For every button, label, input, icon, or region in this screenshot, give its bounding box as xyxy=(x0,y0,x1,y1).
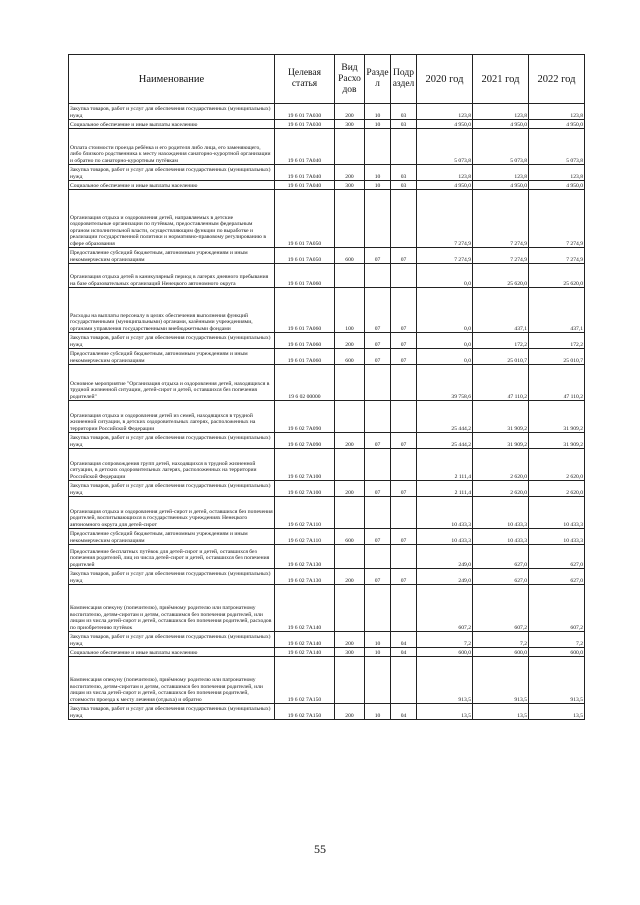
row-target-code: 19 6 02 7А140 xyxy=(275,632,335,648)
page-number: 55 xyxy=(314,842,326,856)
row-expense-kind xyxy=(335,449,365,481)
table-row xyxy=(69,704,585,720)
row-value-2022: 123,8 xyxy=(529,165,585,181)
row-value-2020: 10 433,3 xyxy=(417,497,473,529)
row-section xyxy=(365,365,391,401)
row-name: Социальное обеспечение и иные выплаты населению xyxy=(69,120,275,129)
budget-table xyxy=(68,54,585,720)
row-subsection: 03 xyxy=(391,104,417,120)
row-value-2021: 4 950,0 xyxy=(473,120,529,129)
row-value-2022: 7 274,9 xyxy=(529,248,585,264)
row-target-code: 19 6 01 7А040 xyxy=(275,129,335,165)
row-name: Предоставление бесплатных путёвок для детей-сирот и детей, оставшихся без попечения родителей, лиц из числа детей-сирот и детей, оставшихся без попечения родителей xyxy=(69,545,275,569)
row-target-code: 19 6 01 7А060 xyxy=(275,264,335,288)
row-section xyxy=(365,657,391,704)
row-expense-kind: 200 xyxy=(335,165,365,181)
row-subsection: 07 xyxy=(391,433,417,449)
row-value-2020: 25 444,2 xyxy=(417,433,473,449)
row-value-2020: 2 111,4 xyxy=(417,481,473,497)
row-name: Предоставление субсидий бюджетным, автономным учреждениям и иным некоммерческим организациям xyxy=(69,248,275,264)
row-expense-kind xyxy=(335,129,365,165)
header-kind: Вид Расхо дов xyxy=(335,55,365,104)
table-row xyxy=(69,632,585,648)
row-expense-kind: 200 xyxy=(335,569,365,585)
row-section xyxy=(365,264,391,288)
row-name: Закупка товаров, работ и услуг для обеспечения государственных (муниципальных) нужд xyxy=(69,333,275,349)
row-name: Социальное обеспечение и иные выплаты населению xyxy=(69,181,275,190)
header-name: Наименование xyxy=(69,55,275,104)
row-value-2022: 10 433,3 xyxy=(529,497,585,529)
row-value-2020: 0,0 xyxy=(417,333,473,349)
row-value-2022: 7,2 xyxy=(529,632,585,648)
table-row xyxy=(69,569,585,585)
row-expense-kind xyxy=(335,365,365,401)
row-section: 07 xyxy=(365,333,391,349)
row-name: Организация отдыха детей в каникулярный период в лагерях дневного пребывания на базе образовательных организаций Ненецкого автономного округа xyxy=(69,264,275,288)
row-name: Закупка товаров, работ и услуг для обеспечения государственных (муниципальных) нужд xyxy=(69,704,275,720)
row-target-code: 19 6 02 7А090 xyxy=(275,433,335,449)
row-subsection: 03 xyxy=(391,120,417,129)
header-2021: 2021 год xyxy=(473,55,529,104)
row-value-2020: 600,0 xyxy=(417,648,473,657)
table-row xyxy=(69,181,585,190)
table-row xyxy=(69,529,585,545)
row-subsection: 07 xyxy=(391,529,417,545)
row-expense-kind xyxy=(335,401,365,433)
row-section xyxy=(365,190,391,248)
table-row xyxy=(69,648,585,657)
row-name: Предоставление субсидий бюджетным, автономным учреждениям и иным некоммерческим организациям xyxy=(69,529,275,545)
header-2020: 2020 год xyxy=(417,55,473,104)
row-target-code: 19 6 02 7А150 xyxy=(275,657,335,704)
row-subsection: 07 xyxy=(391,349,417,365)
row-expense-kind: 200 xyxy=(335,104,365,120)
row-value-2020: 123,8 xyxy=(417,104,473,120)
row-name: Организация отдыха и оздоровления детей из семей, находящихся в трудной жизненной ситуации, в детских оздоровительных лагерях, расположенных на территории Российской Федерации xyxy=(69,401,275,433)
row-target-code: 19 6 02 7А130 xyxy=(275,569,335,585)
row-value-2022: 13,5 xyxy=(529,704,585,720)
row-value-2022: 600,0 xyxy=(529,648,585,657)
row-value-2020: 7 274,9 xyxy=(417,190,473,248)
header-target: Целевая статья xyxy=(275,55,335,104)
row-section: 07 xyxy=(365,288,391,333)
row-expense-kind xyxy=(335,545,365,569)
header-2022: 2022 год xyxy=(529,55,585,104)
row-value-2022: 172,2 xyxy=(529,333,585,349)
row-target-code: 19 6 01 7А050 xyxy=(275,190,335,248)
row-subsection: 07 xyxy=(391,333,417,349)
row-value-2022: 25 010,7 xyxy=(529,349,585,365)
row-target-code: 19 6 02 7А100 xyxy=(275,481,335,497)
row-target-code: 19 6 02 7А130 xyxy=(275,545,335,569)
row-name: Компенсация опекуну (попечителю), приёмному родителю или патронатному воспитателю, детям-сиротам и детям, оставшимся без попечения родителей, или лицам из числа детей-сирот и детей, оставшихся без попечения родителей, расходов по приобретению путёвок xyxy=(69,585,275,632)
row-value-2021: 2 620,0 xyxy=(473,449,529,481)
row-value-2021: 607,2 xyxy=(473,585,529,632)
row-value-2022: 47 110,2 xyxy=(529,365,585,401)
row-section xyxy=(365,401,391,433)
row-expense-kind: 200 xyxy=(335,481,365,497)
row-value-2022: 7 274,9 xyxy=(529,190,585,248)
table-row xyxy=(69,449,585,481)
row-value-2021: 627,0 xyxy=(473,569,529,585)
row-target-code: 19 6 02 7А090 xyxy=(275,401,335,433)
row-subsection xyxy=(391,497,417,529)
table-row xyxy=(69,401,585,433)
row-name: Компенсация опекуну (попечителю), приёмному родителю или патронатному воспитателю, детям-сиротам и детям, оставшимся без попечения родителей, или лицам из числа детей-сирот и детей, оставшихся без попечения родителей, стоимости проезда к месту лечения (отдыха) и обратно xyxy=(69,657,275,704)
header-section: Разде л xyxy=(365,55,391,104)
row-name: Оплата стоимости проезда ребёнка и его родителя либо лица, его заменяющего, либо близкого родственника к месту нахождения санаторно-курортной организации и обратно по санаторно-курортным путёвкам xyxy=(69,129,275,165)
row-value-2021: 4 950,0 xyxy=(473,181,529,190)
row-value-2021: 25 010,7 xyxy=(473,349,529,365)
row-subsection: 07 xyxy=(391,288,417,333)
row-value-2020: 5 073,8 xyxy=(417,129,473,165)
table-row xyxy=(69,165,585,181)
row-target-code: 19 6 02 7А150 xyxy=(275,704,335,720)
row-target-code: 19 6 01 7А060 xyxy=(275,333,335,349)
table-row xyxy=(69,129,585,165)
row-value-2021: 47 110,2 xyxy=(473,365,529,401)
row-expense-kind: 100 xyxy=(335,288,365,333)
row-section: 10 xyxy=(365,181,391,190)
table-body xyxy=(69,104,585,720)
row-section xyxy=(365,545,391,569)
row-name: Закупка товаров, работ и услуг для обеспечения государственных (муниципальных) нужд xyxy=(69,481,275,497)
row-section: 07 xyxy=(365,529,391,545)
row-subsection xyxy=(391,449,417,481)
row-expense-kind: 200 xyxy=(335,632,365,648)
row-value-2021: 172,2 xyxy=(473,333,529,349)
table-row xyxy=(69,433,585,449)
table-row xyxy=(69,333,585,349)
row-expense-kind: 600 xyxy=(335,529,365,545)
row-value-2021: 25 620,0 xyxy=(473,264,529,288)
row-target-code: 19 6 02 7А140 xyxy=(275,585,335,632)
row-subsection xyxy=(391,401,417,433)
table-row xyxy=(69,365,585,401)
row-expense-kind: 300 xyxy=(335,181,365,190)
row-target-code: 19 6 01 7А050 xyxy=(275,248,335,264)
row-value-2020: 7 274,9 xyxy=(417,248,473,264)
row-value-2021: 31 909,2 xyxy=(473,433,529,449)
row-name: Предоставление субсидий бюджетным, автономным учреждениям и иным некоммерческим организациям xyxy=(69,349,275,365)
row-name: Закупка товаров, работ и услуг для обеспечения государственных (муниципальных) нужд xyxy=(69,569,275,585)
row-target-code: 19 6 02 7А110 xyxy=(275,529,335,545)
table-header-row xyxy=(69,55,585,104)
row-section: 10 xyxy=(365,704,391,720)
row-value-2022: 5 073,8 xyxy=(529,129,585,165)
row-expense-kind: 300 xyxy=(335,120,365,129)
row-subsection xyxy=(391,585,417,632)
row-target-code: 19 6 01 7А040 xyxy=(275,181,335,190)
row-name: Закупка товаров, работ и услуг для обеспечения государственных (муниципальных) нужд xyxy=(69,104,275,120)
row-expense-kind xyxy=(335,190,365,248)
table-row xyxy=(69,264,585,288)
row-subsection: 04 xyxy=(391,648,417,657)
row-section: 10 xyxy=(365,120,391,129)
row-expense-kind: 200 xyxy=(335,333,365,349)
table-row xyxy=(69,190,585,248)
row-expense-kind: 200 xyxy=(335,433,365,449)
row-value-2022: 607,2 xyxy=(529,585,585,632)
row-expense-kind: 600 xyxy=(335,248,365,264)
row-value-2020: 0,0 xyxy=(417,264,473,288)
row-value-2021: 7 274,9 xyxy=(473,190,529,248)
row-value-2020: 0,0 xyxy=(417,288,473,333)
row-expense-kind xyxy=(335,585,365,632)
row-name: Закупка товаров, работ и услуг для обеспечения государственных (муниципальных) нужд xyxy=(69,632,275,648)
table-row xyxy=(69,120,585,129)
row-target-code: 19 6 01 7А060 xyxy=(275,349,335,365)
row-value-2022: 25 620,0 xyxy=(529,264,585,288)
row-value-2021: 31 909,2 xyxy=(473,401,529,433)
row-value-2022: 31 909,2 xyxy=(529,433,585,449)
row-value-2020: 607,2 xyxy=(417,585,473,632)
row-section: 07 xyxy=(365,569,391,585)
row-value-2021: 437,1 xyxy=(473,288,529,333)
row-section xyxy=(365,449,391,481)
row-value-2021: 2 620,0 xyxy=(473,481,529,497)
row-value-2021: 7,2 xyxy=(473,632,529,648)
row-value-2020: 13,5 xyxy=(417,704,473,720)
row-value-2021: 10 433,3 xyxy=(473,529,529,545)
row-value-2022: 627,0 xyxy=(529,545,585,569)
row-value-2022: 4 950,0 xyxy=(529,120,585,129)
row-name: Организация сопровождения групп детей, находящихся в трудной жизненной ситуации, в детских оздоровительных лагерях, расположенных на территории Российской Федерации xyxy=(69,449,275,481)
row-section: 07 xyxy=(365,248,391,264)
row-subsection xyxy=(391,264,417,288)
row-target-code: 19 6 01 7А040 xyxy=(275,165,335,181)
row-subsection: 03 xyxy=(391,181,417,190)
row-value-2020: 249,0 xyxy=(417,569,473,585)
row-value-2022: 913,5 xyxy=(529,657,585,704)
row-subsection: 07 xyxy=(391,569,417,585)
row-subsection: 03 xyxy=(391,165,417,181)
row-expense-kind xyxy=(335,657,365,704)
row-section: 10 xyxy=(365,104,391,120)
row-target-code: 19 6 01 7А030 xyxy=(275,104,335,120)
row-value-2021: 10 433,3 xyxy=(473,497,529,529)
row-subsection: 04 xyxy=(391,632,417,648)
row-section: 07 xyxy=(365,481,391,497)
row-value-2020: 25 444,2 xyxy=(417,401,473,433)
row-value-2021: 7 274,9 xyxy=(473,248,529,264)
table-row xyxy=(69,288,585,333)
row-value-2020: 913,5 xyxy=(417,657,473,704)
row-value-2020: 4 950,0 xyxy=(417,181,473,190)
table-row xyxy=(69,104,585,120)
row-name: Расходы на выплаты персоналу в целях обеспечения выполнения функций государственными (муниципальными) органами, казёнными учреждениями, органами управления государственными внебюджетными фондами xyxy=(69,288,275,333)
row-value-2021: 123,8 xyxy=(473,104,529,120)
row-section xyxy=(365,129,391,165)
table-row xyxy=(69,497,585,529)
row-value-2021: 913,5 xyxy=(473,657,529,704)
row-value-2020: 39 758,6 xyxy=(417,365,473,401)
row-target-code: 19 6 02 7А100 xyxy=(275,449,335,481)
row-section: 10 xyxy=(365,165,391,181)
row-target-code: 19 6 01 7А030 xyxy=(275,120,335,129)
row-section xyxy=(365,585,391,632)
row-value-2020: 10 433,3 xyxy=(417,529,473,545)
row-subsection: 07 xyxy=(391,248,417,264)
table-row xyxy=(69,248,585,264)
header-subsection: Подр аздел xyxy=(391,55,417,104)
row-target-code: 19 6 02 7А110 xyxy=(275,497,335,529)
row-value-2020: 0,0 xyxy=(417,349,473,365)
row-value-2020: 4 950,0 xyxy=(417,120,473,129)
row-value-2020: 2 111,4 xyxy=(417,449,473,481)
row-section xyxy=(365,497,391,529)
row-target-code: 19 6 01 7А060 xyxy=(275,288,335,333)
row-value-2022: 10 433,3 xyxy=(529,529,585,545)
row-expense-kind: 200 xyxy=(335,704,365,720)
table-row xyxy=(69,349,585,365)
row-expense-kind: 600 xyxy=(335,349,365,365)
row-expense-kind xyxy=(335,497,365,529)
row-value-2021: 600,0 xyxy=(473,648,529,657)
row-value-2022: 123,8 xyxy=(529,104,585,120)
table-row xyxy=(69,657,585,704)
row-name: Основное мероприятие "Организация отдыха и оздоровления детей, находящихся в трудной жизненной ситуации, детей-сирот и детей, оставшихся без попечения родителей" xyxy=(69,365,275,401)
table-row xyxy=(69,585,585,632)
row-value-2020: 249,0 xyxy=(417,545,473,569)
row-subsection xyxy=(391,190,417,248)
row-value-2021: 13,5 xyxy=(473,704,529,720)
row-value-2022: 627,0 xyxy=(529,569,585,585)
row-value-2021: 627,0 xyxy=(473,545,529,569)
row-section: 07 xyxy=(365,433,391,449)
row-value-2022: 437,1 xyxy=(529,288,585,333)
row-subsection xyxy=(391,657,417,704)
row-value-2022: 4 950,0 xyxy=(529,181,585,190)
row-section: 07 xyxy=(365,349,391,365)
row-target-code: 19 6 02 7А140 xyxy=(275,648,335,657)
table-row xyxy=(69,481,585,497)
row-name: Организация отдыха и оздоровления детей, направляемых в детские оздоровительные организации по путёвкам, предоставленным федеральным органом исполнительной власти, осуществляющим функции по выработке и реализации государственной политики и нормативно-правовому регулированию в сфере образования xyxy=(69,190,275,248)
row-expense-kind xyxy=(335,264,365,288)
row-subsection xyxy=(391,545,417,569)
row-value-2021: 123,8 xyxy=(473,165,529,181)
row-expense-kind: 300 xyxy=(335,648,365,657)
row-value-2022: 2 620,0 xyxy=(529,449,585,481)
row-name: Организация отдыха и оздоровления детей-сирот и детей, оставшихся без попечения родителей, воспитывающихся в государственных учреждениях Ненецкого автономного округа для детей-сирот xyxy=(69,497,275,529)
row-name: Закупка товаров, работ и услуг для обеспечения государственных (муниципальных) нужд xyxy=(69,165,275,181)
row-subsection: 04 xyxy=(391,704,417,720)
row-value-2022: 31 909,2 xyxy=(529,401,585,433)
row-value-2020: 123,8 xyxy=(417,165,473,181)
row-name: Закупка товаров, работ и услуг для обеспечения государственных (муниципальных) нужд xyxy=(69,433,275,449)
row-value-2021: 5 073,8 xyxy=(473,129,529,165)
row-value-2022: 2 620,0 xyxy=(529,481,585,497)
row-subsection xyxy=(391,129,417,165)
row-value-2020: 7,2 xyxy=(417,632,473,648)
row-name: Социальное обеспечение и иные выплаты населению xyxy=(69,648,275,657)
table-row xyxy=(69,545,585,569)
row-target-code: 19 6 02 00000 xyxy=(275,365,335,401)
row-section: 10 xyxy=(365,632,391,648)
row-subsection xyxy=(391,365,417,401)
row-subsection: 07 xyxy=(391,481,417,497)
row-section: 10 xyxy=(365,648,391,657)
